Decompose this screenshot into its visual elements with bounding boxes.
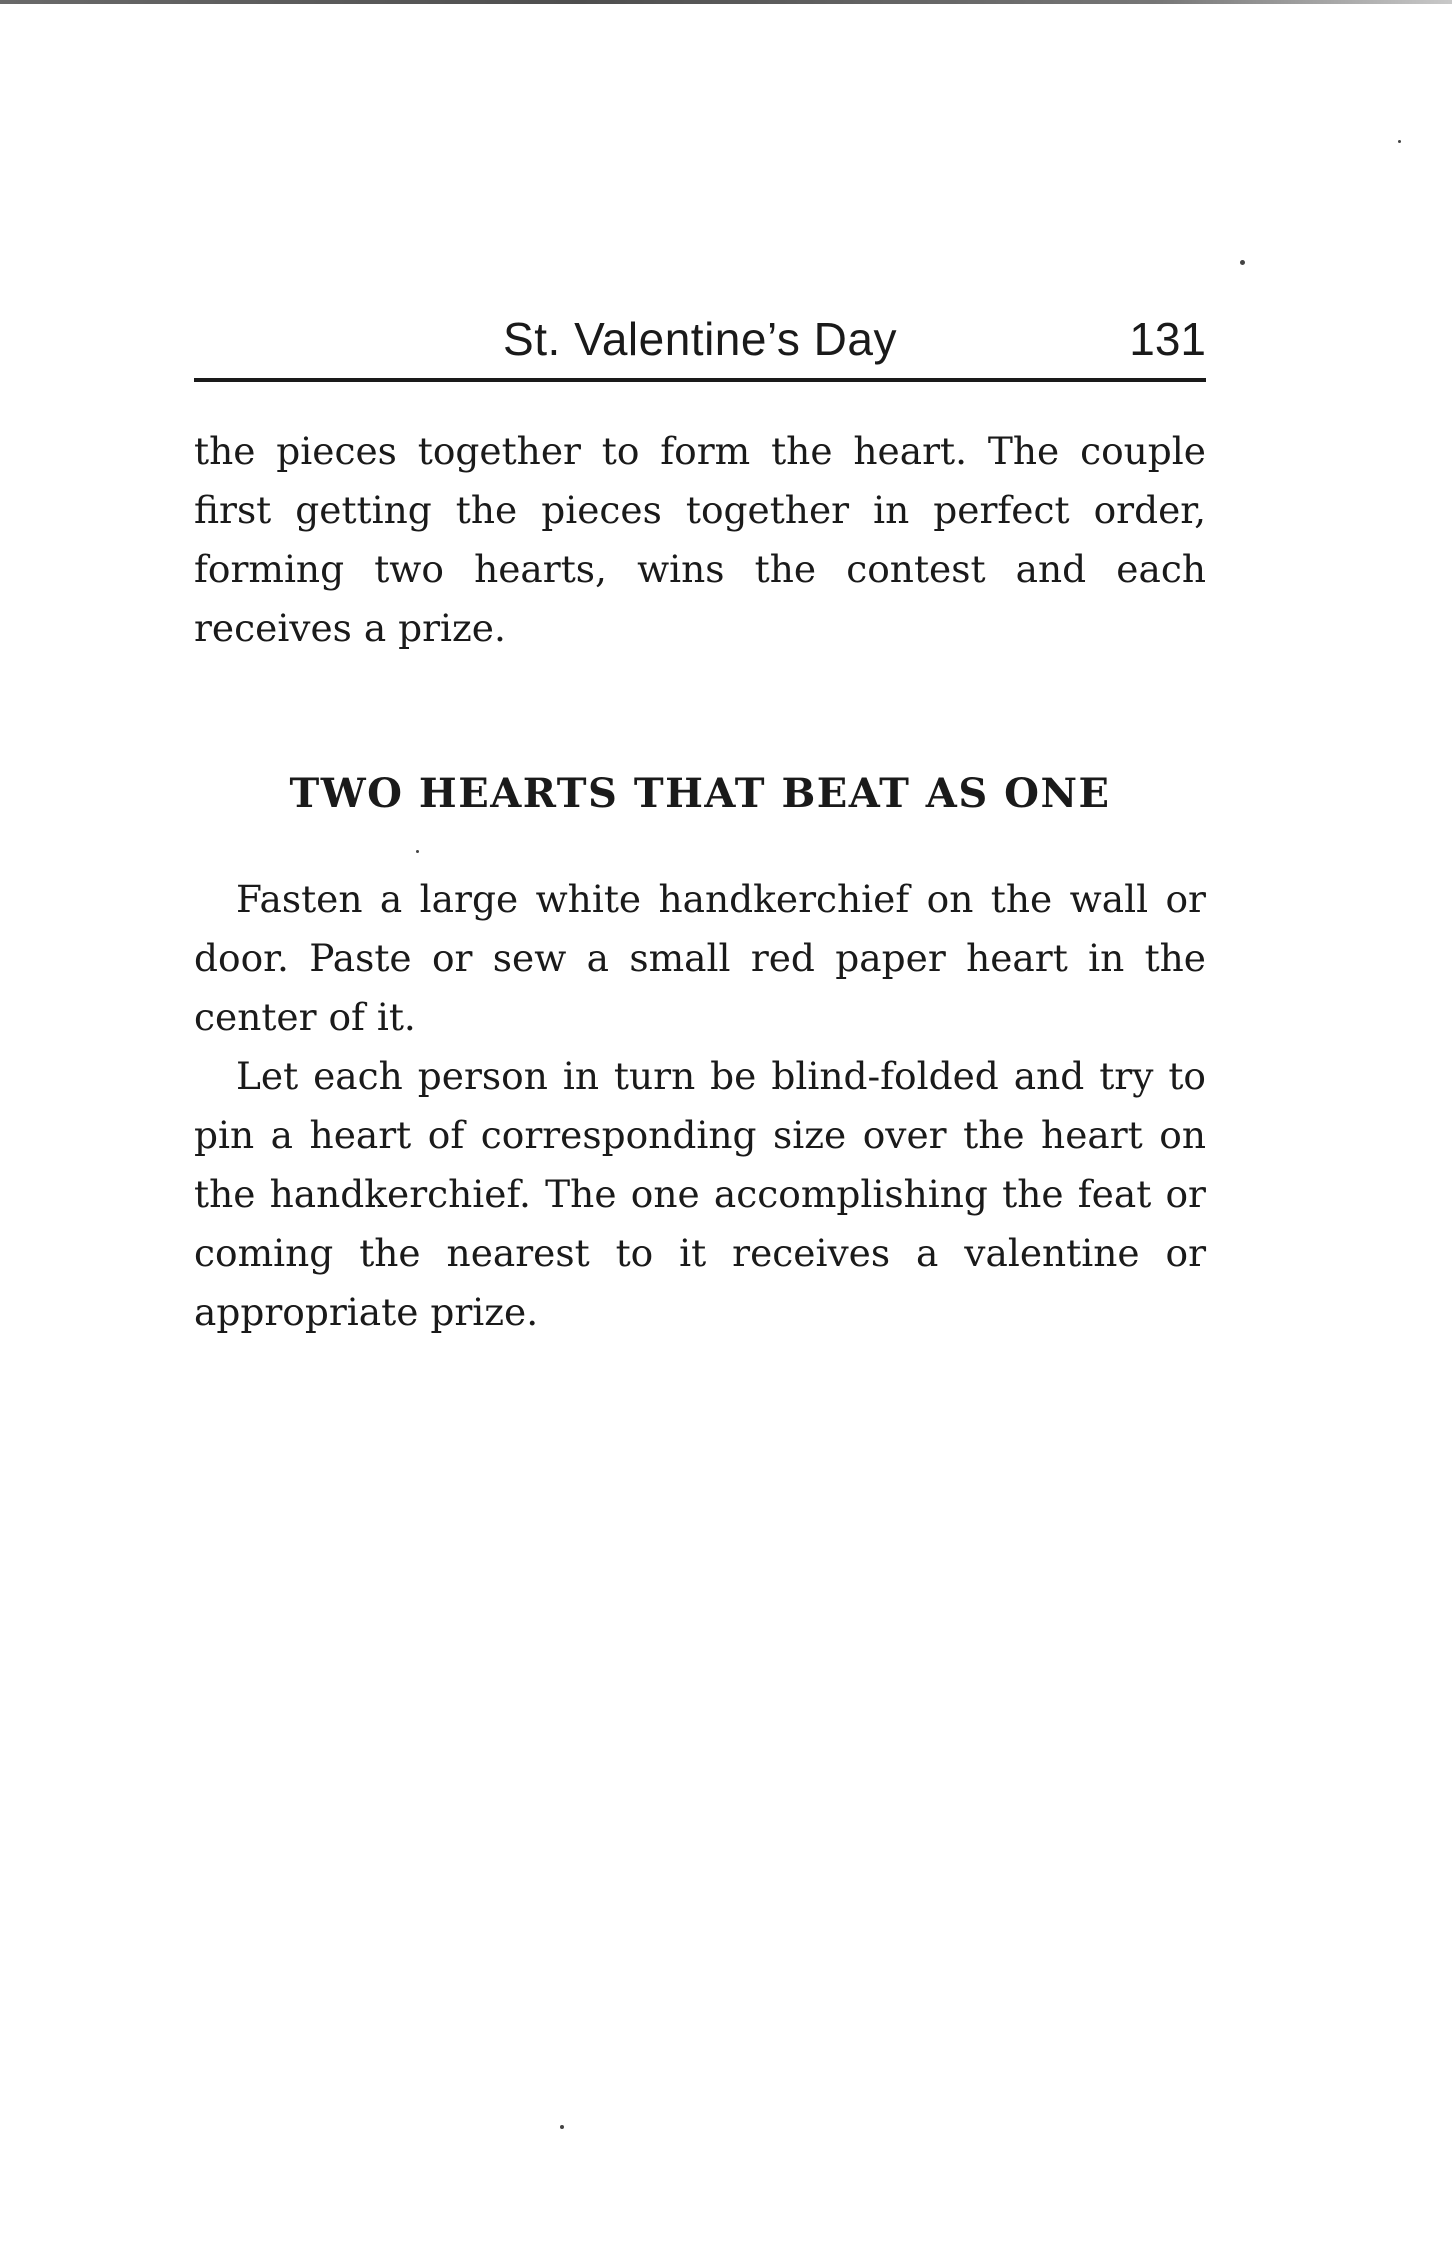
section-heading: TWO HEARTS THAT BEAT AS ONE bbox=[289, 770, 1111, 817]
section-paragraph-1: Fasten a large white handkerchief on the wall or door. Paste or sew a small red paper heart in the center of it. bbox=[194, 877, 1206, 1039]
scan-speck bbox=[1398, 140, 1401, 143]
running-title: St. Valentine’s Day bbox=[503, 313, 897, 365]
book-page bbox=[194, 300, 1206, 1342]
continued-paragraph: the pieces together to form the heart. The couple first getting the pieces together in perfect order, forming two hearts, wins the contest and each receives a prize. bbox=[194, 429, 1206, 650]
page-number: 131 bbox=[1129, 313, 1206, 365]
running-head bbox=[194, 300, 1206, 382]
scan-top-edge bbox=[0, 0, 1452, 4]
scan-speck bbox=[1240, 260, 1245, 265]
section-paragraph-2: Let each person in turn be blind-folded and try to pin a heart of corresponding size over the heart on the handkerchief. The one accomplishing the feat or coming the nearest to it receives a valentine or appropriate prize. bbox=[194, 1054, 1206, 1334]
scan-speck bbox=[560, 2125, 564, 2129]
